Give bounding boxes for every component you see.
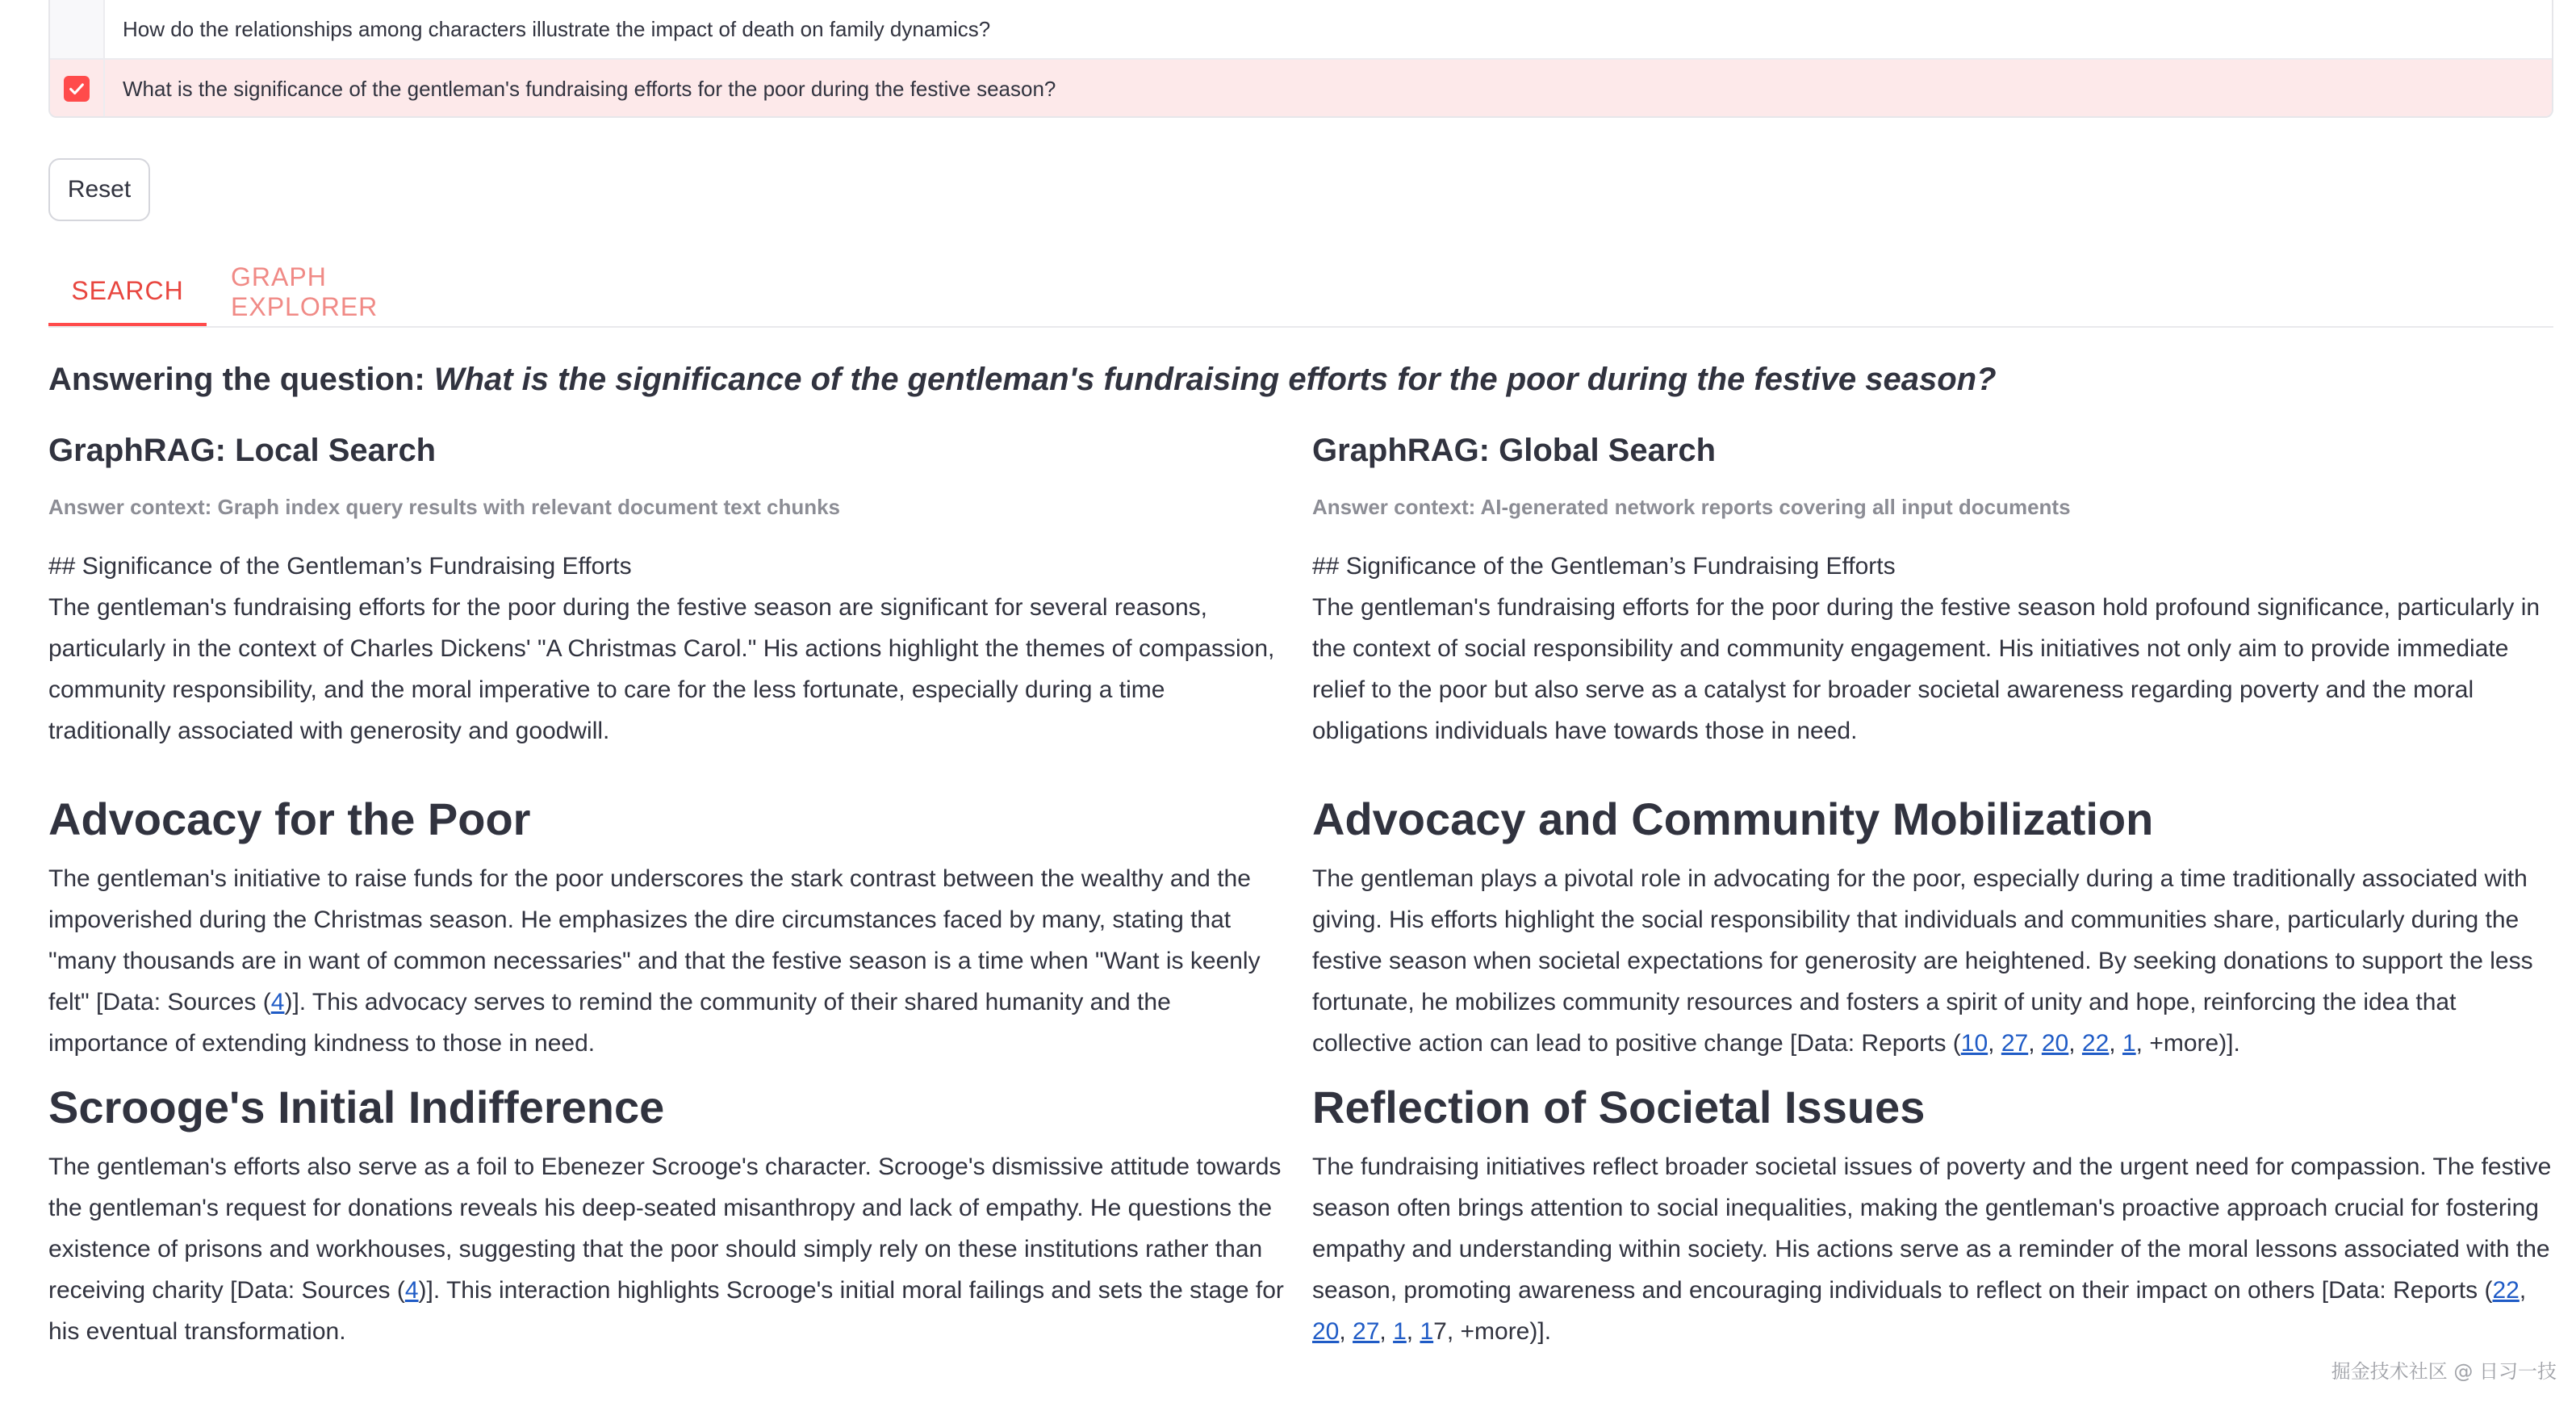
global-section2-heading: Reflection of Societal Issues — [1312, 1082, 1926, 1133]
question-text: What is the significance of the gentleman's fundraising efforts for the poor during the festive season? — [123, 76, 1056, 101]
local-section1-body — [48, 858, 1291, 1064]
report-ref-link[interactable]: 20 — [1312, 1318, 1340, 1345]
global-section2-body: The fundraising initiatives reflect broader societal issues of poverty and the urgent need for compassion. The festive season often brings attention to social inequalities, making the gentleman's proactive approach crucial for fostering empathy and understanding within society. His actions serve as a reminder of the moral lessons associated with the season, promoting awareness and encouraging individuals to reflect on their impact on others [Data: Reports (22, 20, 27, 1, 17, +more)]. — [1312, 1154, 2552, 1345]
local-search-column — [48, 426, 1291, 1352]
local-intro-heading: ## Significance of the Gentleman’s Fundraising Efforts — [48, 553, 632, 580]
local-intro-text: The gentleman's fundraising efforts for the poor during the festive season are significant for several reasons, particularly in the context of Charles Dickens' "A Christmas Carol." His actions highlight the themes of compassion, community responsibility, and the moral imperative to care for the less fortunate, especially during a time traditionally associated with generosity and goodwill. — [48, 594, 1275, 744]
local-section2-text-end: )]. This interaction highlights Scrooge's initial moral failings and sets the stage for his eventual transformation. — [48, 1277, 1284, 1345]
local-search-context: Answer context: Graph index query results with relevant document text chunks — [48, 495, 841, 519]
question-row-selected[interactable] — [50, 58, 2552, 118]
tab-search[interactable]: SEARCH — [48, 258, 207, 326]
global-section1-text: The gentleman plays a pivotal role in advocating for the poor, especially during a time traditionally associated with giving. His efforts highlight the social responsibility that individuals and communities share, particularly during the festive season when societal expectations for generosity are heightened. By seeking donations to support the less fortunate, he mobilizes community resources and fosters a spirit of unity and hope, reinforcing the idea that collective action can lead to positive change [Data: Reports ( — [1312, 865, 2533, 1057]
report-ref-link[interactable]: 10 — [1960, 1030, 1988, 1057]
local-intro — [48, 546, 1291, 752]
answering-prefix: Answering the question: — [48, 362, 425, 397]
tab-bar — [48, 258, 2553, 328]
report-ref-link[interactable]: 20 — [2041, 1030, 2069, 1057]
local-section1-text: The gentleman's initiative to raise funds for the poor underscores the stark contrast between the wealthy and the impoverished during the Christmas season. He emphasizes the dire circumstances faced by many, stating that "many thousands are in want of common necessaries" and that the festive season is a time when "Want is keenly felt" [Data: Sources ( — [48, 865, 1261, 1015]
local-section2-body — [48, 1146, 1291, 1352]
checkbox-checked-icon[interactable] — [64, 76, 90, 102]
question-table — [48, 0, 2553, 118]
answering-question: What is the significance of the gentleman's fundraising efforts for the poor during the festive season? — [433, 362, 1997, 397]
report-ref-link[interactable]: 1 — [1420, 1318, 1434, 1345]
local-section2-text: The gentleman's efforts also serve as a foil to Ebenezer Scrooge's character. Scrooge's dismissive attitude towards the gentleman's request for donations reveals his deep-seated misanthropy and lack of empathy. He questions the existence of prisons and workhouses, suggesting that the poor should simply rely on these institutions rather than receiving charity [Data: Sources ( — [48, 1154, 1282, 1304]
global-intro — [1312, 546, 2555, 752]
report-ref-link[interactable]: 22 — [2081, 1030, 2110, 1057]
local-section2-heading: Scrooge's Initial Indifference — [48, 1082, 665, 1133]
source-ref-link[interactable]: 4 — [404, 1277, 419, 1304]
global-section2-text: The fundraising initiatives reflect broader societal issues of poverty and the urgent need for compassion. The festive season often brings attention to social inequalities, making the gentleman's proactive approach crucial for fostering empathy and understanding within society. His actions serve as a reminder of the moral lessons associated with the season, promoting awareness and encouraging individuals to reflect on their impact on others [Data: Reports ( — [1312, 1154, 2552, 1304]
global-intro-text: The gentleman's fundraising efforts for the poor during the festive season hold profound significance, particularly in the context of social responsibility and community engagement. His initiatives not only aim to provide immediate relief to the poor but also serve as a catalyst for broader societal awareness regarding poverty and the moral obligations individuals have towards those in need. — [1312, 594, 2540, 744]
report-ref-link[interactable]: 22 — [2492, 1277, 2520, 1304]
answering-heading — [48, 362, 1997, 398]
tab-graph-explorer[interactable]: GRAPH EXPLORER — [231, 262, 378, 321]
question-row[interactable] — [50, 0, 2552, 58]
global-section2-text-end: 7, +more)]. — [1433, 1318, 1552, 1345]
global-section1-heading: Advocacy and Community Mobilization — [1312, 793, 2154, 844]
local-search-title: GraphRAG: Local Search — [48, 433, 437, 468]
local-section1-text-end: )]. This advocacy serves to remind the community of their shared humanity and the importance of extending kindness to those in need. — [48, 989, 1171, 1057]
global-intro-heading: ## Significance of the Gentleman’s Fundraising Efforts — [1312, 553, 1896, 580]
report-ref-link[interactable]: 1 — [1393, 1318, 1407, 1345]
global-search-context: Answer context: AI-generated network reports covering all input documents — [1312, 495, 2071, 519]
watermark: 掘金技术社区 @ 日习一技 — [2331, 1360, 2557, 1383]
global-search-title: GraphRAG: Global Search — [1312, 433, 1717, 468]
row-select-cell[interactable] — [50, 60, 105, 118]
row-select-cell[interactable] — [50, 0, 105, 58]
report-ref-link[interactable]: 1 — [2122, 1030, 2136, 1057]
global-section1-body: The gentleman plays a pivotal role in advocating for the poor, especially during a time traditionally associated with giving. His efforts highlight the social responsibility that individuals and communities share, particularly during the festive season when societal expectations for generosity are heightened. By seeking donations to support the less fortunate, he mobilizes community resources and fosters a spirit of unity and hope, reinforcing the idea that collective action can lead to positive change [Data: Reports (10, 27, 20, 22, 1, +more)]. — [1312, 865, 2533, 1057]
global-search-column — [1312, 426, 2555, 1352]
local-section1-heading: Advocacy for the Poor — [48, 793, 531, 844]
question-text: How do the relationships among characters illustrate the impact of death on family dynamics? — [123, 16, 991, 41]
reset-button[interactable]: Reset — [48, 158, 150, 221]
source-ref-link[interactable]: 4 — [270, 989, 285, 1015]
report-ref-link[interactable]: 27 — [1353, 1318, 1380, 1345]
global-section1-text-end: , +more)]. — [2135, 1030, 2240, 1057]
report-ref-link[interactable]: 27 — [2001, 1030, 2029, 1057]
